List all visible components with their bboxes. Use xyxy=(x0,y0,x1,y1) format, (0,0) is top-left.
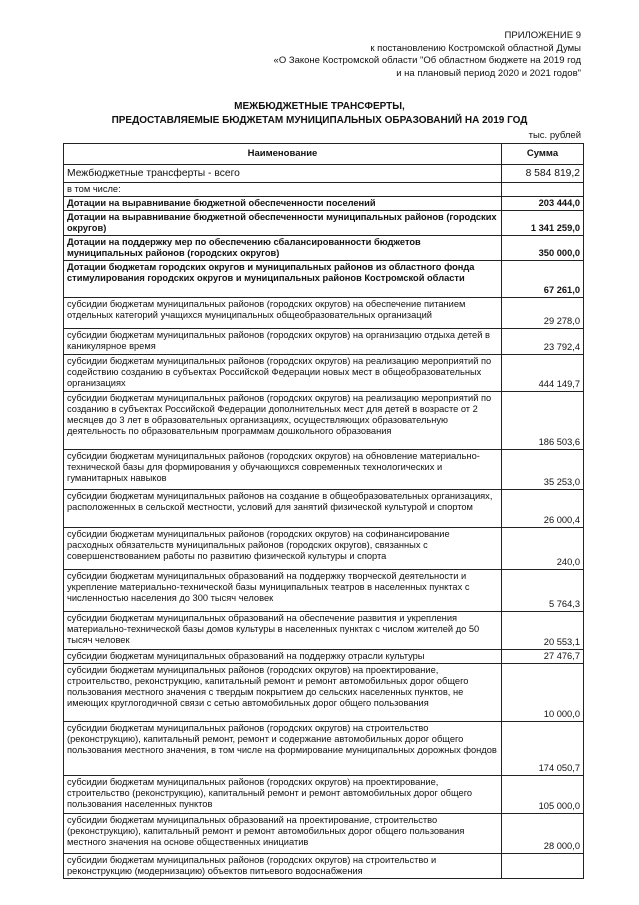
row-sum: 23 792,4 xyxy=(502,329,584,355)
row-sum: 27 476,7 xyxy=(502,650,584,664)
table-row xyxy=(64,814,584,854)
row-sum: 203 444,0 xyxy=(502,197,584,211)
title-line: МЕЖБЮДЖЕТНЫЕ ТРАНСФЕРТЫ, xyxy=(234,101,405,112)
row-sum: 35 253,0 xyxy=(502,450,584,490)
row-name: субсидии бюджетам муниципальных образований на поддержку творческой деятельности и укрепление материально-технической базы муниципальных театров в населенных пунктах с численностью населения до 300 тысяч человек xyxy=(64,570,502,612)
row-name: Дотации на выравнивание бюджетной обеспеченности поселений xyxy=(64,197,502,211)
table-row xyxy=(64,612,584,650)
row-name: субсидии бюджетам муниципальных районов (городских округов) на реализацию мероприятий по созданию в субъектах Российской Федерации дополнительных мест для детей в возрасте от 2 месяцев до 3 лет в образовательных организациях, осуществляющих образовательную деятельность по образовательным программам дошкольного образования xyxy=(64,392,502,450)
row-sum: 5 764,3 xyxy=(502,570,584,612)
appendix-header xyxy=(274,30,581,80)
table-row xyxy=(64,165,584,183)
row-name: субсидии бюджетам муниципальных образований на поддержку отрасли культуры xyxy=(64,650,502,664)
row-name: субсидии бюджетам муниципальных образований на обеспечение развития и укрепления материально-технической базы домов культуры в населенных пунктах с числом жителей до 50 тысяч человек xyxy=(64,612,502,650)
row-sum: 240,0 xyxy=(502,528,584,570)
row-name: субсидии бюджетам муниципальных районов (городских округов) на проектирование, строительство (реконструкцию), капитальный ремонт и ремонт автомобильных дорог общего пользования населенных пунктов xyxy=(64,776,502,814)
unit-label: тыс. рублей xyxy=(528,130,581,141)
row-name: Межбюджетные трансферты - всего xyxy=(64,165,502,183)
row-sum: 20 553,1 xyxy=(502,612,584,650)
table-row xyxy=(64,490,584,528)
row-name: в том числе: xyxy=(64,183,502,197)
table-row xyxy=(64,197,584,211)
table-row xyxy=(64,650,584,664)
row-name: субсидии бюджетам муниципальных районов (городских округов) на организацию отдыха детей в каникулярное время xyxy=(64,329,502,355)
appendix-line: и на плановый период 2020 и 2021 годов" xyxy=(396,67,581,79)
row-sum: 1 341 259,0 xyxy=(502,211,584,236)
row-sum: 444 149,7 xyxy=(502,355,584,392)
row-name: субсидии бюджетам муниципальных районов на создание в общеобразовательных организациях, расположенных в сельской местности, условий для занятий физической культурой и спортом xyxy=(64,490,502,528)
row-name: Дотации на выравнивание бюджетной обеспеченности муниципальных районов (городских округов) xyxy=(64,211,502,236)
row-sum xyxy=(502,183,584,197)
row-sum xyxy=(502,854,584,879)
column-header-sum: Сумма xyxy=(502,144,584,165)
column-header-name: Наименование xyxy=(64,144,502,165)
row-name: субсидии бюджетам муниципальных образований на проектирование, строительство (реконструкцию), капитальный ремонт и ремонт автомобильных дорог общего пользования местного значения на основе общественных инициатив xyxy=(64,814,502,854)
table-row xyxy=(64,261,584,298)
table-row xyxy=(64,664,584,722)
table-row xyxy=(64,392,584,450)
title-line: ПРЕДОСТАВЛЯЕМЫЕ БЮДЖЕТАМ МУНИЦИПАЛЬНЫХ ОБРАЗОВАНИЙ НА 2019 ГОД xyxy=(111,114,528,126)
document-title xyxy=(0,100,639,127)
row-sum: 186 503,6 xyxy=(502,392,584,450)
row-sum: 29 278,0 xyxy=(502,298,584,329)
row-name: субсидии бюджетам муниципальных районов (городских округов) на реализацию мероприятий по содействию созданию в субъектах Российской Федерации новых мест в общеобразовательных организациях xyxy=(64,355,502,392)
row-sum: 174 050,7 xyxy=(502,722,584,776)
row-sum: 105 000,0 xyxy=(502,776,584,814)
table-row xyxy=(64,776,584,814)
row-sum: 350 000,0 xyxy=(502,236,584,261)
appendix-line: к постановлению Костромской областной Думы xyxy=(370,42,581,54)
row-sum: 28 000,0 xyxy=(502,814,584,854)
row-name: субсидии бюджетам муниципальных районов (городских округов) на обновление материально-технической базы для формирования у обучающихся современных технологических и гуманитарных навыков xyxy=(64,450,502,490)
table-body xyxy=(64,165,584,879)
table-row xyxy=(64,298,584,329)
appendix-line: ПРИЛОЖЕНИЕ 9 xyxy=(504,30,581,41)
row-name: субсидии бюджетам муниципальных районов (городских округов) на софинансирование расходных обязательств муниципальных районов (городских округов), связанных с совершенствованием работы по развитию физической культуры и спорта xyxy=(64,528,502,570)
row-sum: 10 000,0 xyxy=(502,664,584,722)
row-name: субсидии бюджетам муниципальных районов (городских округов) на проектирование, строительство, реконструкцию, капитальный ремонт и ремонт автомобильных дорог общего пользования местного значения с твердым покрытием до сельских населенных пунктов, не имеющих круглогодичной связи с сетью автомобильных дорог общего пользования xyxy=(64,664,502,722)
transfers-table xyxy=(63,143,584,879)
table-row xyxy=(64,236,584,261)
table-row xyxy=(64,329,584,355)
row-sum: 26 000,4 xyxy=(502,490,584,528)
row-sum: 67 261,0 xyxy=(502,261,584,298)
table-row xyxy=(64,528,584,570)
appendix-line: «О Законе Костромской области "Об областном бюджете на 2019 год xyxy=(273,55,581,66)
row-name: субсидии бюджетам муниципальных районов (городских округов) на обеспечение питанием отдельных категорий учащихся муниципальных общеобразовательных организаций xyxy=(64,298,502,329)
table-row xyxy=(64,854,584,879)
row-name: Дотации бюджетам городских округов и муниципальных районов из областного фонда стимулирования городских округов и муниципальных районов Костромской области xyxy=(64,261,502,298)
table-row xyxy=(64,722,584,776)
row-sum: 8 584 819,2 xyxy=(502,165,584,183)
row-name: субсидии бюджетам муниципальных районов (городских округов) на строительство и реконструкцию (модернизацию) объектов питьевого водоснабжения xyxy=(64,854,502,879)
table-row xyxy=(64,450,584,490)
table-row xyxy=(64,355,584,392)
table-header-row xyxy=(64,144,584,165)
row-name: Дотации на поддержку мер по обеспечению сбалансированности бюджетов муниципальных районов (городских округов) xyxy=(64,236,502,261)
table-row xyxy=(64,570,584,612)
table-row xyxy=(64,211,584,236)
table-row xyxy=(64,183,584,197)
row-name: субсидии бюджетам муниципальных районов (городских округов) на строительство (реконструкцию), капитальный ремонт, ремонт и содержание автомобильных дорог общего пользования местного значения, в том числе на формирование муниципальных дорожных фондов xyxy=(64,722,502,776)
